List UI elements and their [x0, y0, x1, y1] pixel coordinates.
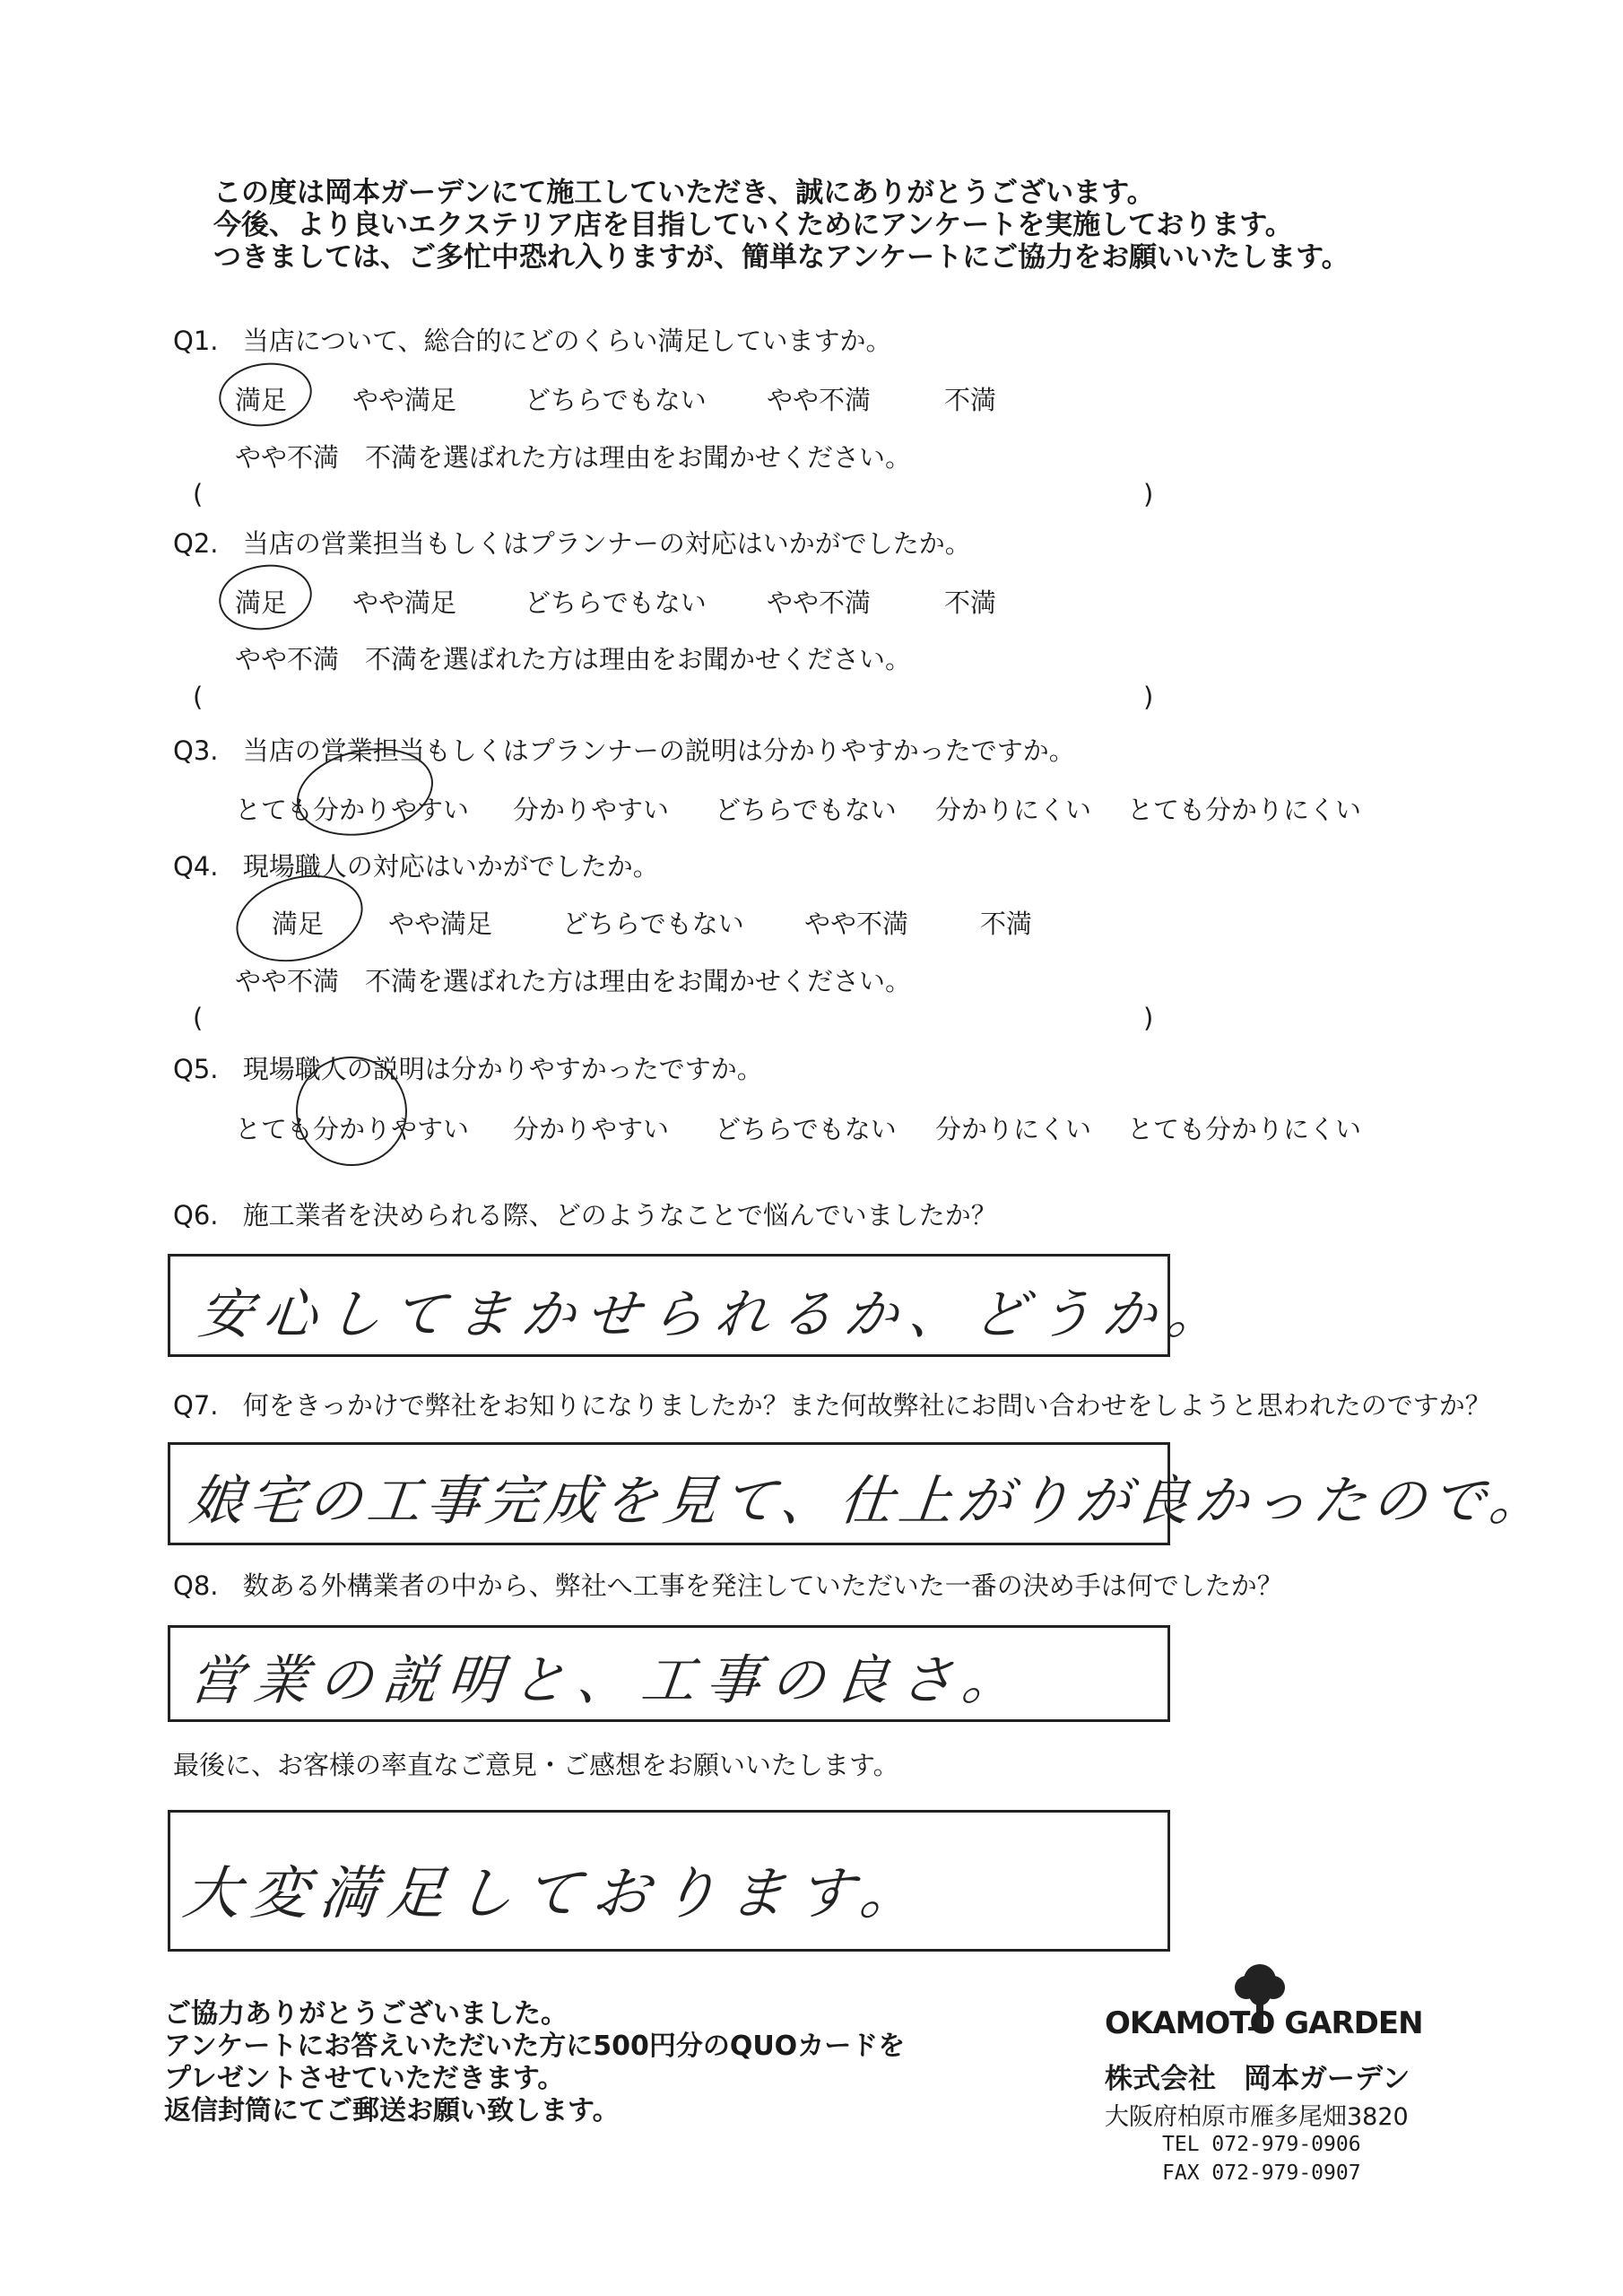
- q2-option-2[interactable]: やや満足: [352, 587, 457, 618]
- footer-line-2: アンケートにお答えいただいた方に500円分のQUOカードを: [164, 2031, 906, 2062]
- company-address: 大阪府柏原市雁多尾畑3820: [1105, 2103, 1409, 2131]
- q8-question: [173, 1566, 1283, 1603]
- q1-question: [173, 321, 892, 358]
- final-answer: 大変満足しております。: [179, 1861, 933, 1927]
- footer-line-3: プレゼントさせていただきます。: [164, 2063, 565, 2094]
- q1-paren-close: ): [1143, 479, 1154, 509]
- q4-reason-prompt: やや不満 不満を選ばれた方は理由をお聞かせください。: [235, 966, 912, 996]
- q2-option-3[interactable]: どちらでもない: [525, 587, 707, 618]
- q6-answer: 安心してまかせられるか、どうか。: [195, 1283, 1236, 1346]
- q6-label: Q6.: [173, 1200, 219, 1231]
- q1-selected-circle: [215, 357, 317, 432]
- q4-option-2[interactable]: やや満足: [388, 909, 493, 939]
- footer-line-1: ご協力ありがとうございました。: [164, 1998, 568, 2030]
- company-fax: FAX 072-979-0907: [1162, 2161, 1361, 2185]
- q4-option-3[interactable]: どちらでもない: [562, 909, 744, 939]
- company-tel: TEL 072-979-0906: [1162, 2133, 1361, 2156]
- q2-paren-close: ): [1143, 682, 1154, 712]
- q2-selected-circle: [214, 559, 316, 636]
- q3-text: 当店の営業担当もしくはプランナーの説明は分かりやすかったですか。: [242, 735, 1075, 766]
- q1-option-2[interactable]: やや満足: [352, 385, 457, 415]
- q8-label: Q8.: [173, 1570, 219, 1601]
- q4-paren-close: ): [1143, 1003, 1154, 1033]
- q2-option-5[interactable]: 不満: [944, 587, 997, 618]
- q2-label: Q2.: [173, 528, 219, 559]
- company-logo-text: OKAMOTO GARDEN: [1105, 2005, 1423, 2041]
- q4-question: [173, 847, 659, 883]
- q5-label: Q5.: [173, 1054, 219, 1084]
- q1-option-1[interactable]: 満足: [235, 385, 288, 415]
- q5-option-1[interactable]: とても分かりやすい: [235, 1114, 470, 1144]
- final-question: 最後に、お客様の率直なご意見・ご感想をお願いいたします。: [173, 1750, 899, 1780]
- q8-text: 数ある外構業者の中から、弊社へ工事を発注していただいた一番の決め手は何でしたか？: [242, 1570, 1283, 1601]
- q2-text: 当店の営業担当もしくはプランナーの対応はいかがでしたか。: [242, 528, 971, 559]
- company-name: 株式会社 岡本ガーデン: [1105, 2063, 1410, 2095]
- q7-answer: 娘宅の工事完成を見て、仕上がりが良かったので。: [186, 1470, 1552, 1533]
- q6-text: 施工業者を決められる際、どのようなことで悩んでいましたか？: [242, 1200, 997, 1231]
- q5-question: [173, 1049, 763, 1086]
- q7-label: Q7.: [173, 1390, 219, 1421]
- q2-question: [173, 524, 971, 561]
- q1-text: 当店について、総合的にどのくらい満足していますか。: [242, 326, 892, 356]
- q4-option-5[interactable]: 不満: [980, 909, 1033, 939]
- q1-paren-open: (: [193, 479, 204, 509]
- q4-option-1[interactable]: 満足: [272, 909, 325, 939]
- q4-paren-open: (: [193, 1003, 204, 1033]
- footer-line-4: 返信封筒にてご郵送お願い致します。: [164, 2095, 620, 2126]
- q8-answer: 営業の説明と、工事の良さ。: [186, 1649, 1030, 1712]
- q5-option-3[interactable]: どちらでもない: [715, 1114, 897, 1144]
- intro-line-3: つきましては、ご多忙中恐れ入りますが、簡単なアンケートにご協力をお願いいたします。: [213, 241, 1350, 274]
- q7-text: 何をきっかけで弊社をお知りになりましたか？また何故弊社にお問い合わせをしようと思われたのですか？: [242, 1390, 1491, 1421]
- q5-option-5[interactable]: とても分かりにくい: [1127, 1114, 1362, 1144]
- q3-label: Q3.: [173, 735, 219, 766]
- q6-question: [173, 1196, 997, 1232]
- q5-option-4[interactable]: 分かりにくい: [935, 1114, 1092, 1144]
- q1-option-4[interactable]: やや不満: [767, 385, 872, 415]
- q3-option-5[interactable]: とても分かりにくい: [1127, 795, 1362, 825]
- q1-label: Q1.: [173, 326, 219, 356]
- q2-paren-open: (: [193, 682, 204, 712]
- q4-option-4[interactable]: やや不満: [804, 909, 909, 939]
- q3-option-1[interactable]: とても分かりやすい: [235, 795, 470, 825]
- q5-text: 現場職人の説明は分かりやすかったですか。: [242, 1054, 763, 1084]
- q2-option-1[interactable]: 満足: [235, 587, 288, 618]
- q1-option-5[interactable]: 不満: [944, 385, 997, 415]
- q7-question: [173, 1386, 1491, 1422]
- q5-option-2[interactable]: 分かりやすい: [513, 1114, 670, 1144]
- q4-text: 現場職人の対応はいかがでしたか。: [242, 851, 659, 882]
- q3-question: [173, 731, 1075, 768]
- q2-option-4[interactable]: やや不満: [767, 587, 872, 618]
- q1-option-3[interactable]: どちらでもない: [525, 385, 707, 415]
- intro-line-1: この度は岡本ガーデンにて施工していただき、誠にありがとうございます。: [213, 177, 1155, 209]
- q3-option-4[interactable]: 分かりにくい: [935, 795, 1092, 825]
- q3-option-2[interactable]: 分かりやすい: [513, 795, 670, 825]
- intro-line-2: 今後、より良いエクステリア店を目指していくためにアンケートを実施しております。: [213, 209, 1293, 241]
- q1-reason-prompt: やや不満 不満を選ばれた方は理由をお聞かせください。: [235, 442, 912, 473]
- q3-option-3[interactable]: どちらでもない: [715, 795, 897, 825]
- q4-label: Q4.: [173, 851, 219, 882]
- q2-reason-prompt: やや不満 不満を選ばれた方は理由をお聞かせください。: [235, 644, 912, 674]
